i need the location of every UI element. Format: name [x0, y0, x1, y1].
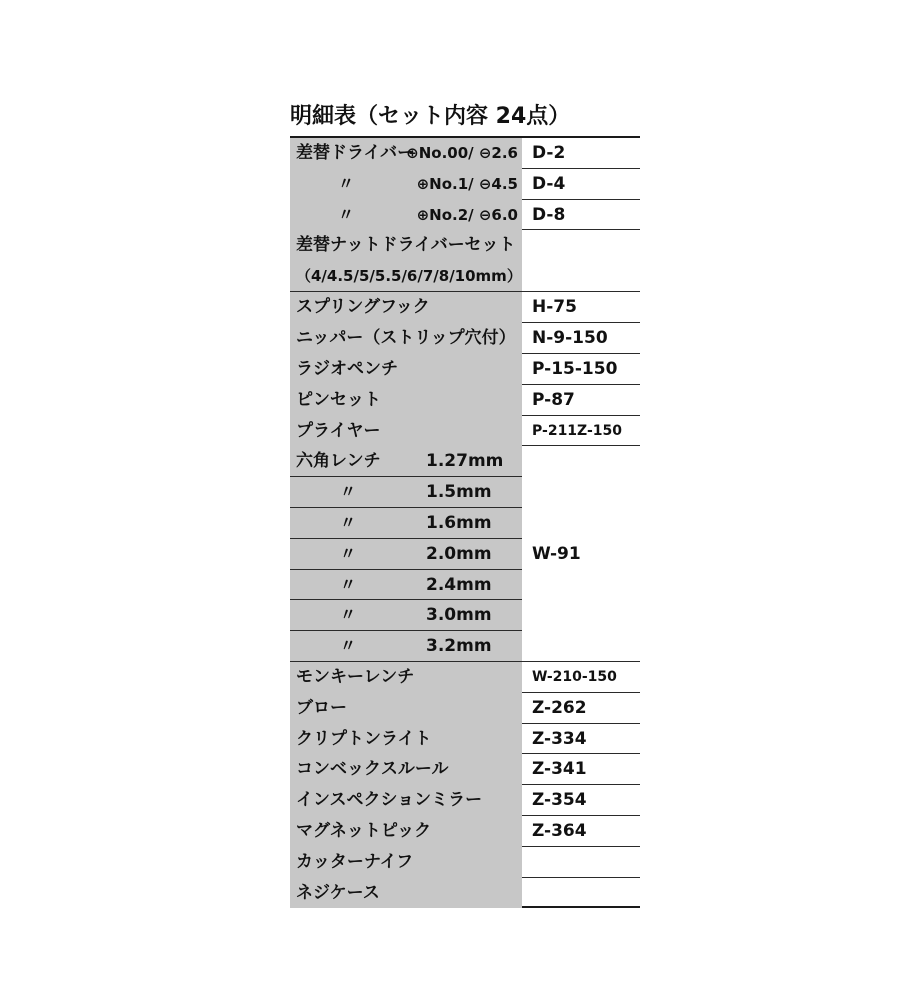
table-row: [290, 878, 640, 909]
item-name: ラジオペンチ: [290, 354, 522, 385]
item-spec: ⊕No.2/ ⊖6.0: [416, 205, 518, 224]
table-row: [290, 230, 640, 292]
item-spec: （4/4.5/5/5.5/6/7/8/10mm）: [296, 267, 522, 286]
contents-table: [290, 136, 640, 908]
item-name-cell: [290, 200, 522, 231]
item-code: Z-341: [532, 759, 587, 780]
item-spec: 2.4mm: [426, 574, 492, 595]
table-row: [290, 600, 640, 631]
item-name: 六角レンチ: [296, 451, 381, 472]
item-spec: 3.0mm: [426, 605, 492, 626]
table-row: [290, 385, 640, 416]
table-row: [290, 693, 640, 724]
item-code: P-211Z-150: [532, 422, 622, 439]
item-name: 差替ナットドライバーセット: [296, 235, 516, 256]
item-name: ピンセット: [290, 385, 522, 416]
item-code: [522, 878, 640, 909]
table-row: [290, 477, 640, 508]
item-name-cell: [290, 230, 522, 291]
item-code-blank: [522, 508, 640, 539]
item-spec: 1.6mm: [426, 512, 492, 533]
item-code: Z-354: [532, 790, 587, 811]
item-name-cell: [290, 631, 522, 662]
item-code: D-4: [532, 173, 566, 194]
item-code: D-2: [532, 143, 566, 163]
item-name-cell: [290, 539, 522, 570]
item-name: モンキーレンチ: [290, 662, 522, 693]
item-code: P-15-150: [532, 358, 618, 379]
table-row: [290, 754, 640, 785]
table-row: [290, 416, 640, 447]
ditto-mark: 〃: [339, 482, 356, 502]
item-code-blank: [522, 477, 640, 508]
item-name: コンベックスルール: [290, 754, 522, 785]
table-row: [290, 847, 640, 878]
item-code-blank: [522, 631, 640, 662]
item-code: W-210-150: [532, 668, 617, 685]
item-name: ネジケース: [290, 878, 522, 909]
table-row: [290, 570, 640, 601]
item-code: P-87: [532, 389, 575, 410]
table-row: [290, 446, 640, 477]
item-name-cell: [290, 570, 522, 601]
item-code: W-91: [532, 544, 581, 565]
table-row: [290, 354, 640, 385]
hex-wrench-group: [290, 446, 640, 662]
item-spec: 1.27mm: [426, 451, 504, 472]
item-name: 差替ドライバー: [296, 143, 415, 163]
item-code-blank: [522, 570, 640, 601]
item-code: Z-334: [532, 728, 587, 749]
item-code: H-75: [532, 297, 577, 318]
item-name: ブロー: [290, 693, 522, 724]
ditto-mark: 〃: [337, 173, 354, 193]
table-row: [290, 138, 640, 169]
table-row: [290, 292, 640, 323]
item-spec: 1.5mm: [426, 482, 492, 503]
item-spec: ⊕No.00/ ⊖2.6: [406, 144, 518, 162]
item-name: クリプトンライト: [290, 724, 522, 755]
table-row: [290, 724, 640, 755]
item-name-cell: [290, 477, 522, 508]
table-row: [290, 662, 640, 693]
ditto-mark: 〃: [339, 574, 356, 594]
item-spec: ⊕No.1/ ⊖4.5: [416, 174, 518, 193]
ditto-mark: 〃: [339, 605, 356, 625]
item-name: マグネットピック: [290, 816, 522, 847]
table-row: [290, 323, 640, 354]
item-name: ニッパー（ストリップ穴付）: [290, 323, 522, 354]
table-row: [290, 200, 640, 231]
item-name: プライヤー: [290, 416, 522, 447]
item-name-cell: [290, 508, 522, 539]
table-row: [290, 169, 640, 200]
ditto-mark: 〃: [339, 543, 356, 563]
item-name-cell: [290, 600, 522, 631]
item-code-blank: [522, 446, 640, 477]
item-code: N-9-150: [532, 328, 608, 349]
item-code: [522, 230, 640, 261]
table-row: [290, 785, 640, 816]
item-code: D-8: [532, 204, 566, 225]
item-code: Z-364: [532, 820, 587, 841]
item-spec: 3.2mm: [426, 636, 492, 657]
table-row: [290, 631, 640, 662]
ditto-mark: 〃: [337, 204, 354, 224]
item-name: インスペクションミラー: [290, 785, 522, 816]
item-code: Z-262: [532, 697, 587, 718]
ditto-mark: 〃: [339, 636, 356, 656]
table-row: [290, 816, 640, 847]
item-name-cell: [290, 138, 522, 169]
item-spec: 2.0mm: [426, 543, 492, 564]
item-code: [522, 847, 640, 878]
item-name-cell: [290, 169, 522, 200]
page-title: 明細表（セット内容 24点）: [290, 104, 571, 129]
item-code-blank: [522, 600, 640, 631]
item-name-cell: [290, 446, 522, 477]
table-row: [290, 508, 640, 539]
contents-sheet: [290, 98, 650, 908]
item-name: スプリングフック: [290, 292, 522, 323]
item-name: カッターナイフ: [290, 847, 522, 878]
ditto-mark: 〃: [339, 512, 356, 532]
